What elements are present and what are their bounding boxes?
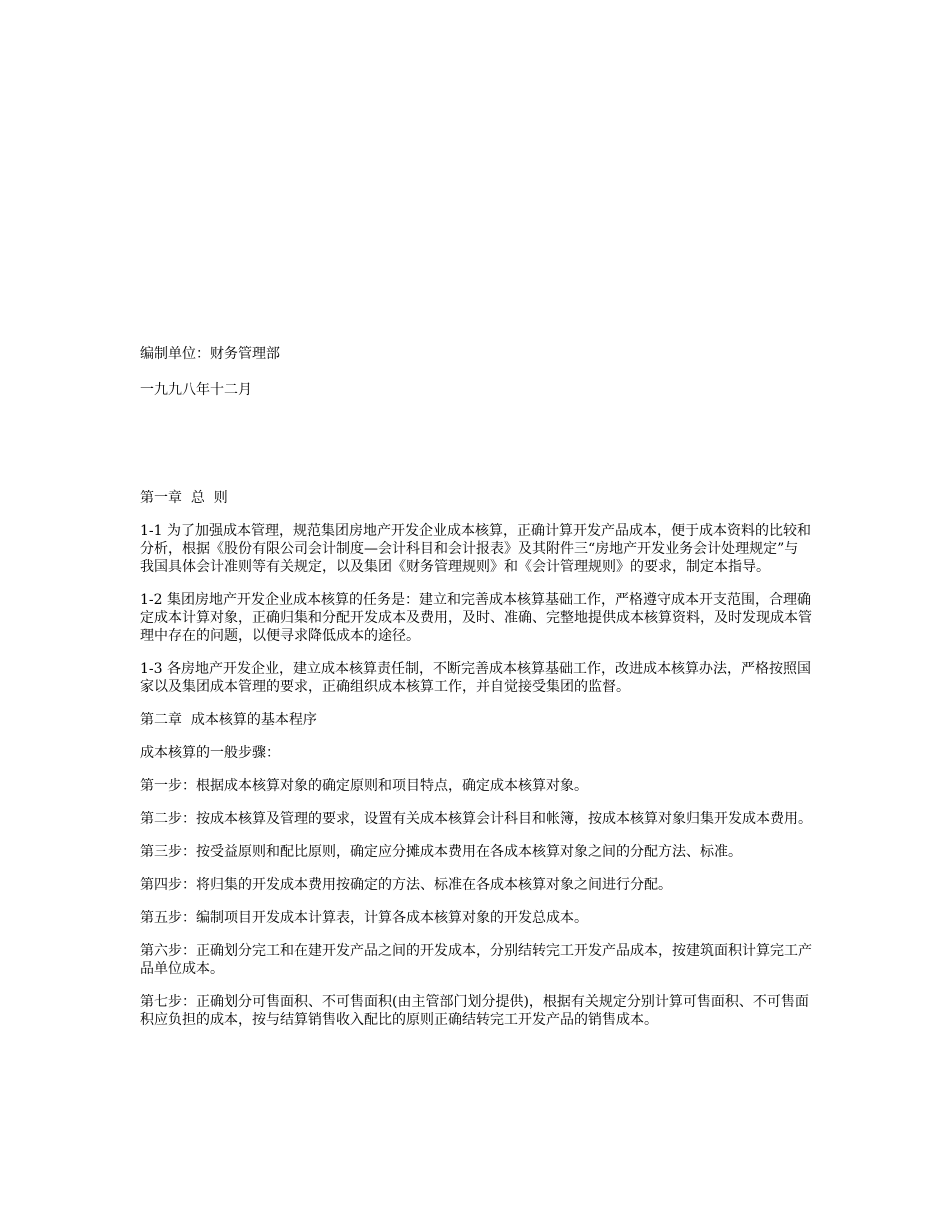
chapter-2-title: 第二章 成本核算的基本程序	[140, 712, 317, 728]
document-body	[140, 345, 812, 1029]
step-3: 第三步：按受益原则和配比原则，确定应分摊成本费用在各成本核算对象之间的分配方法、标准。	[140, 844, 742, 860]
step-2: 第二步：按成本核算及管理的要求，设置有关成本核算会计科目和帐簿，按成本核算对象归集开发成本费用。	[140, 811, 812, 827]
compiling-unit: 编制单位：财务管理部	[140, 346, 280, 362]
chapter-1-title: 第一章 总 则	[140, 490, 228, 506]
article-1-1: 1-1 为了加强成本管理，规范集团房地产开发企业成本核算，正确计算开发产品成本，便于成本资料的比较和分析，根据《股份有限公司会计制度—会计科目和会计报表》及其附件三“房地产开发业务会计处理规定”与我国具体会计准则等有关规定，以及集团《财务管理规则》和《会计管理规则》的要求，制定本指导。	[140, 523, 811, 575]
step-1: 第一步：根据成本核算对象的确定原则和项目特点，确定成本核算对象。	[140, 778, 588, 794]
step-5: 第五步：编制项目开发成本计算表，计算各成本核算对象的开发总成本。	[140, 910, 588, 926]
steps-intro: 成本核算的一般步骤：	[140, 745, 280, 761]
step-7: 第七步：正确划分可售面积、不可售面积(由主管部门划分提供)，根据有关规定分别计算可售面积、不可售面积应负担的成本，按与结算销售收入配比的原则正确结转完工开发产品的销售成本。	[140, 994, 809, 1028]
compile-date: 一九九八年十二月	[140, 382, 252, 398]
step-6: 第六步：正确划分完工和在建开发产品之间的开发成本，分别结转完工开发产品成本，按建筑面积计算完工产品单位成本。	[140, 943, 812, 977]
article-1-2: 1-2 集团房地产开发企业成本核算的任务是：建立和完善成本核算基础工作，严格遵守成本开支范围，合理确定成本计算对象，正确归集和分配开发成本及费用，及时、准确、完整地提供成本核算资料，及时发现成本管理中存在的问题，以便寻求降低成本的途径。	[140, 592, 812, 644]
article-1-3: 1-3 各房地产开发企业，建立成本核算责任制，不断完善成本核算基础工作，改进成本核算办法，严格按照国家以及集团成本管理的要求，正确组织成本核算工作，并自觉接受集团的监督。	[140, 661, 811, 695]
step-4: 第四步：将归集的开发成本费用按确定的方法、标准在各成本核算对象之间进行分配。	[140, 877, 672, 893]
